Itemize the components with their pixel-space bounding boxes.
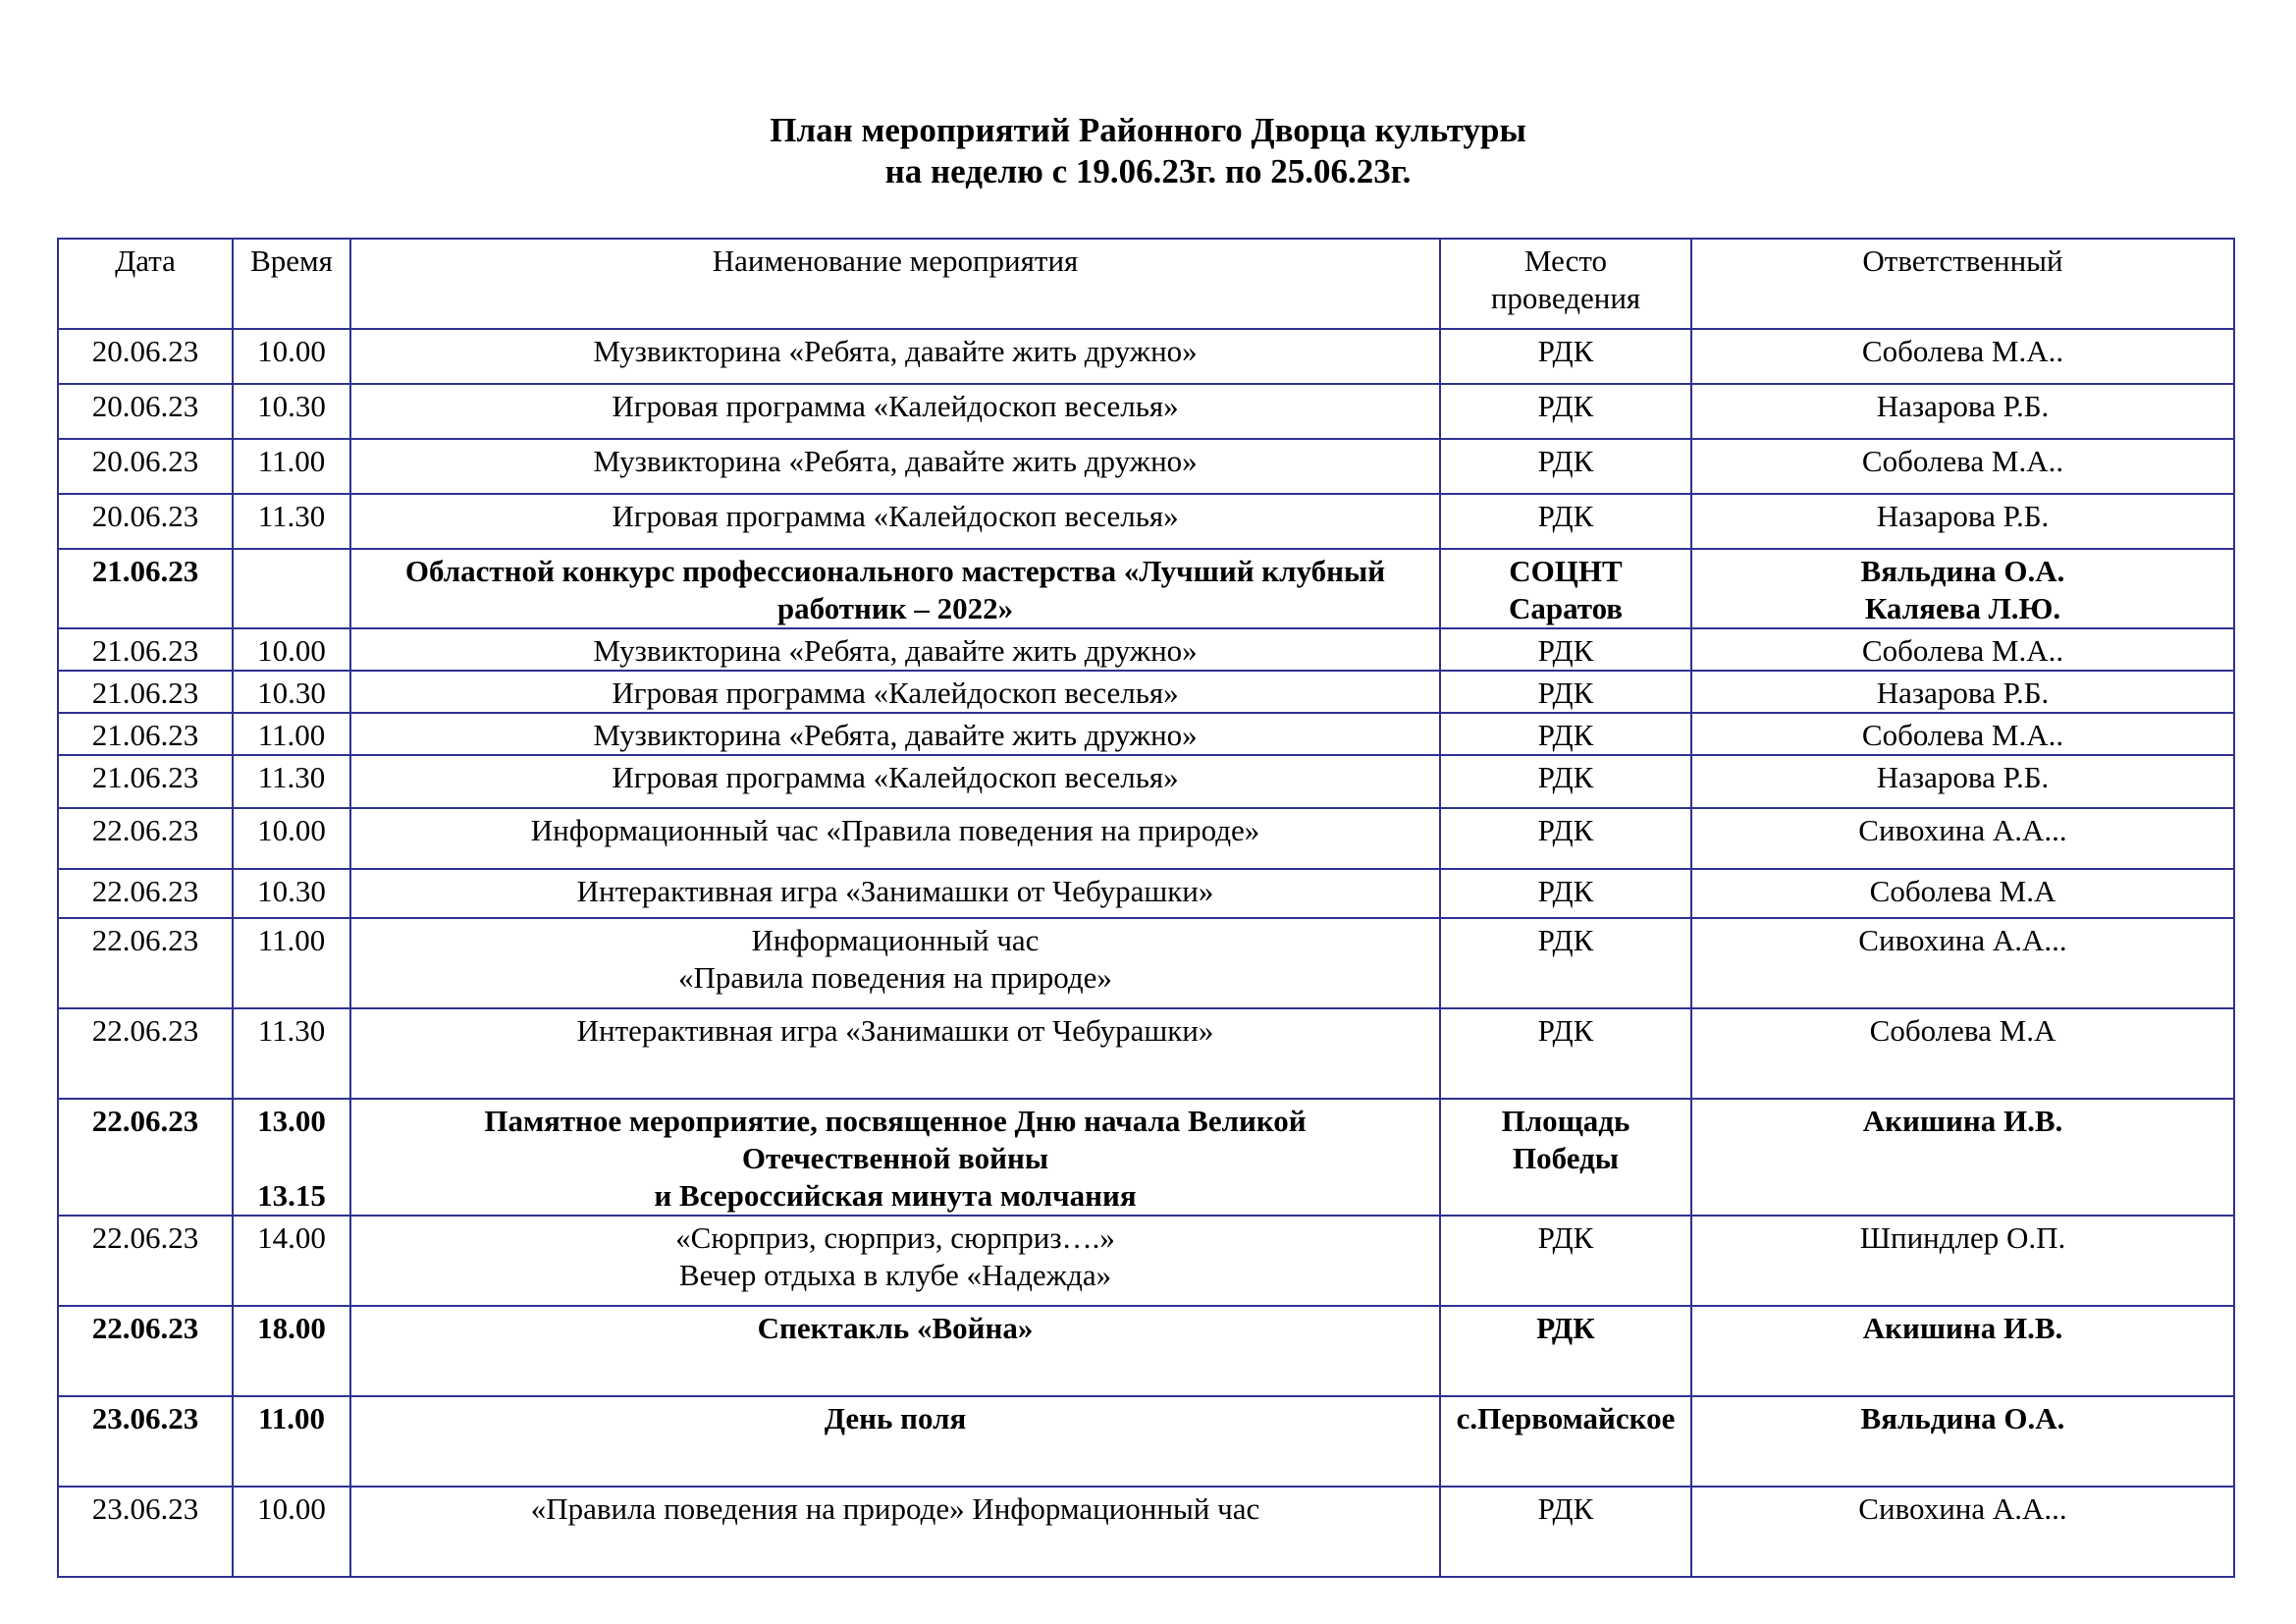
- cell-responsible-line: Каляева Л.Ю.: [1864, 591, 2061, 625]
- cell-responsible: [1691, 713, 2234, 755]
- cell-place-line: Площадь: [1501, 1104, 1630, 1138]
- cell-responsible-line: Сивохина А.А...: [1858, 923, 2067, 957]
- cell-time-line: 10.00: [257, 1491, 326, 1526]
- cell-responsible-line: Вяльдина О.А.: [1860, 1401, 2065, 1435]
- cell-responsible-line: Акишина И.В.: [1862, 1311, 2063, 1345]
- cell-place: [1440, 869, 1691, 918]
- cell-time: [233, 869, 350, 918]
- cell-place: [1440, 494, 1691, 549]
- cell-responsible: [1691, 1306, 2234, 1396]
- table-row: [58, 329, 2234, 384]
- cell-time-line: 10.30: [257, 676, 326, 710]
- cell-name-line: Игровая программа «Калейдоскоп веселья»: [612, 499, 1179, 533]
- cell-date: 23.06.23: [58, 1396, 233, 1487]
- cell-name-line: Игровая программа «Калейдоскоп веселья»: [612, 760, 1179, 794]
- cell-place-line: РДК: [1537, 1491, 1594, 1526]
- cell-name-line: Игровая программа «Калейдоскоп веселья»: [612, 389, 1179, 423]
- cell-name: [350, 671, 1440, 713]
- cell-name: [350, 1487, 1440, 1577]
- cell-time: [233, 329, 350, 384]
- cell-name: [350, 549, 1440, 628]
- cell-place-line: РДК: [1537, 923, 1594, 957]
- cell-name-line: Музвикторина «Ребята, давайте жить дружно»: [593, 444, 1198, 478]
- cell-place: [1440, 1008, 1691, 1099]
- cell-time-line: 13.00: [257, 1104, 326, 1138]
- table-row: [58, 439, 2234, 494]
- cell-responsible-line: Соболева М.А..: [1861, 444, 2064, 478]
- cell-responsible-line: Соболева М.А..: [1861, 334, 2064, 368]
- cell-date: 22.06.23: [58, 1008, 233, 1099]
- cell-name-line: Информационный час «Правила поведения на природе»: [530, 813, 1260, 847]
- cell-place: [1440, 1216, 1691, 1306]
- cell-responsible: [1691, 869, 2234, 918]
- cell-time: [233, 628, 350, 671]
- cell-responsible: [1691, 329, 2234, 384]
- cell-place: [1440, 329, 1691, 384]
- cell-place: [1440, 1396, 1691, 1487]
- cell-place: [1440, 808, 1691, 869]
- cell-place-line: РДК: [1537, 444, 1594, 478]
- cell-date: 20.06.23: [58, 329, 233, 384]
- table-row: [58, 1306, 2234, 1396]
- table-row: [58, 808, 2234, 869]
- cell-time-line: 10.00: [257, 334, 326, 368]
- cell-time-line: 10.30: [257, 389, 326, 423]
- cell-name-line: «Правила поведения на природе»: [678, 960, 1112, 995]
- cell-place: [1440, 671, 1691, 713]
- header-place: [1440, 239, 1691, 329]
- cell-name-line: Музвикторина «Ребята, давайте жить дружно»: [593, 718, 1198, 752]
- cell-place: [1440, 384, 1691, 439]
- cell-responsible-line: Акишина И.В.: [1862, 1104, 2063, 1138]
- title-line-2: на неделю с 19.06.23г. по 25.06.23г.: [884, 152, 1412, 190]
- cell-place-line: РДК: [1537, 633, 1594, 668]
- table-row: [58, 713, 2234, 755]
- cell-place-line: РДК: [1536, 1311, 1595, 1345]
- cell-place: [1440, 439, 1691, 494]
- cell-responsible: [1691, 494, 2234, 549]
- table-row: [58, 869, 2234, 918]
- cell-time-line: 11.00: [257, 444, 326, 478]
- table-row: [58, 384, 2234, 439]
- table-header-row: [58, 239, 2234, 329]
- cell-responsible-line: Соболева М.А..: [1861, 718, 2064, 752]
- cell-responsible: [1691, 918, 2234, 1008]
- cell-responsible: [1691, 1216, 2234, 1306]
- cell-place-line: Победы: [1513, 1141, 1619, 1175]
- cell-date: 22.06.23: [58, 918, 233, 1008]
- cell-date: 22.06.23: [58, 808, 233, 869]
- cell-time: [233, 671, 350, 713]
- table-row: [58, 1008, 2234, 1099]
- cell-time-line: 11.30: [257, 760, 326, 794]
- table-row: [58, 755, 2234, 808]
- cell-name: [350, 1396, 1440, 1487]
- cell-date: 23.06.23: [58, 1487, 233, 1577]
- cell-place-line: РДК: [1537, 499, 1594, 533]
- table-row: [58, 494, 2234, 549]
- cell-date: 22.06.23: [58, 1216, 233, 1306]
- table-row: [58, 1216, 2234, 1306]
- header-time: Время: [233, 239, 350, 329]
- cell-responsible-line: Шпиндлер О.П.: [1859, 1220, 2066, 1255]
- cell-time-line: [238, 1140, 346, 1177]
- cell-name: [350, 439, 1440, 494]
- cell-time-line: 18.00: [257, 1311, 326, 1345]
- cell-name: [350, 869, 1440, 918]
- cell-time: [233, 494, 350, 549]
- cell-name: [350, 329, 1440, 384]
- cell-date: 20.06.23: [58, 439, 233, 494]
- cell-place: [1440, 1099, 1691, 1216]
- cell-date: 22.06.23: [58, 1099, 233, 1216]
- cell-name-line: работник – 2022»: [776, 591, 1014, 625]
- cell-place-line: РДК: [1537, 874, 1594, 908]
- cell-date: 21.06.23: [58, 628, 233, 671]
- cell-date: 20.06.23: [58, 494, 233, 549]
- cell-responsible-line: Сивохина А.А...: [1858, 813, 2067, 847]
- cell-time: [233, 1099, 350, 1216]
- cell-name-line: Областной конкурс профессионального мастерства «Лучший клубный: [404, 554, 1386, 588]
- cell-responsible: [1691, 1396, 2234, 1487]
- cell-time: [233, 755, 350, 808]
- table-row: [58, 1099, 2234, 1216]
- cell-place: [1440, 1306, 1691, 1396]
- cell-responsible-line: Сивохина А.А...: [1858, 1491, 2067, 1526]
- cell-responsible-line: Назарова Р.Б.: [1876, 760, 2050, 794]
- cell-responsible-line: Соболева М.А: [1869, 1013, 2056, 1048]
- events-table: [57, 238, 2235, 1578]
- cell-date: 21.06.23: [58, 755, 233, 808]
- cell-time: [233, 1396, 350, 1487]
- cell-time: [233, 713, 350, 755]
- cell-name-line: Отечественной войны: [741, 1141, 1049, 1175]
- cell-date: 21.06.23: [58, 671, 233, 713]
- cell-place: [1440, 1487, 1691, 1577]
- cell-name-line: Интерактивная игра «Занимашки от Чебурашки»: [576, 1013, 1214, 1048]
- cell-time-line: 11.00: [257, 923, 326, 957]
- cell-responsible-line: Назарова Р.Б.: [1876, 389, 2050, 423]
- header-date: Дата: [58, 239, 233, 329]
- table-row: [58, 918, 2234, 1008]
- cell-name-line: Вечер отдыха в клубе «Надежда»: [678, 1258, 1112, 1292]
- cell-place: [1440, 628, 1691, 671]
- cell-date: 20.06.23: [58, 384, 233, 439]
- cell-name-line: «Правила поведения на природе» Информационный час: [530, 1491, 1260, 1526]
- cell-name: [350, 918, 1440, 1008]
- cell-responsible: [1691, 549, 2234, 628]
- cell-time-line: 14.00: [257, 1220, 326, 1255]
- cell-place-line: РДК: [1537, 1220, 1594, 1255]
- cell-name-line: Игровая программа «Калейдоскоп веселья»: [612, 676, 1179, 710]
- cell-responsible-line: Соболева М.А..: [1861, 633, 2064, 668]
- cell-time: [233, 1008, 350, 1099]
- cell-time: [233, 439, 350, 494]
- cell-responsible: [1691, 1487, 2234, 1577]
- cell-date: 21.06.23: [58, 549, 233, 628]
- header-place-line: Место: [1523, 244, 1608, 278]
- cell-place: [1440, 918, 1691, 1008]
- cell-name: [350, 713, 1440, 755]
- cell-time: [233, 918, 350, 1008]
- cell-time-line: 10.30: [257, 874, 326, 908]
- table-row: [58, 1487, 2234, 1577]
- cell-date: 22.06.23: [58, 869, 233, 918]
- cell-name: [350, 808, 1440, 869]
- cell-place-line: РДК: [1537, 676, 1594, 710]
- table-row: [58, 671, 2234, 713]
- cell-place-line: РДК: [1537, 1013, 1594, 1048]
- cell-place-line: с.Первомайское: [1456, 1401, 1676, 1435]
- cell-place: [1440, 755, 1691, 808]
- cell-responsible: [1691, 1008, 2234, 1099]
- cell-place-line: РДК: [1537, 813, 1594, 847]
- cell-time-line: 10.00: [257, 633, 326, 668]
- cell-name-line: Памятное мероприятие, посвященное Дню начала Великой: [484, 1104, 1307, 1138]
- cell-time-line: 11.30: [257, 499, 326, 533]
- cell-place-line: СОЦНТ: [1509, 554, 1623, 588]
- cell-name-line: Информационный час: [751, 923, 1040, 957]
- cell-responsible-line: Назарова Р.Б.: [1876, 676, 2050, 710]
- cell-name-line: Музвикторина «Ребята, давайте жить дружно»: [593, 633, 1198, 668]
- cell-time-line: 11.00: [257, 1401, 326, 1435]
- cell-time: [233, 384, 350, 439]
- cell-time-line: 13.15: [257, 1178, 326, 1213]
- cell-time-line: 11.30: [257, 1013, 326, 1048]
- cell-responsible: [1691, 439, 2234, 494]
- header-place-line: проведения: [1490, 281, 1641, 315]
- cell-time: [233, 808, 350, 869]
- cell-date: 22.06.23: [58, 1306, 233, 1396]
- cell-name: [350, 628, 1440, 671]
- cell-time: [233, 549, 350, 628]
- cell-responsible: [1691, 628, 2234, 671]
- table-row: [58, 549, 2234, 628]
- cell-time: [233, 1306, 350, 1396]
- cell-name: [350, 755, 1440, 808]
- cell-responsible: [1691, 808, 2234, 869]
- cell-place-line: РДК: [1537, 760, 1594, 794]
- cell-place: [1440, 549, 1691, 628]
- cell-time: [233, 1487, 350, 1577]
- cell-name-line: и Всероссийская минута молчания: [654, 1178, 1137, 1213]
- cell-place-line: РДК: [1537, 334, 1594, 368]
- table-row: [58, 1396, 2234, 1487]
- cell-time-line: [238, 553, 346, 590]
- cell-place-line: РДК: [1537, 389, 1594, 423]
- cell-responsible-line: Вяльдина О.А.: [1860, 554, 2065, 588]
- cell-name: [350, 1099, 1440, 1216]
- cell-name-line: «Сюрприз, сюрприз, сюрприз….»: [675, 1220, 1115, 1255]
- cell-place: [1440, 713, 1691, 755]
- cell-name: [350, 1306, 1440, 1396]
- cell-responsible-line: Назарова Р.Б.: [1876, 499, 2050, 533]
- cell-date: 21.06.23: [58, 713, 233, 755]
- cell-time: [233, 1216, 350, 1306]
- cell-name: [350, 1008, 1440, 1099]
- table-row: [58, 628, 2234, 671]
- cell-name-line: Спектакль «Война»: [757, 1311, 1034, 1345]
- cell-responsible-line: Соболева М.А: [1869, 874, 2056, 908]
- cell-responsible: [1691, 1099, 2234, 1216]
- cell-place-line: РДК: [1537, 718, 1594, 752]
- title-line-1: План мероприятий Районного Дворца культуры: [770, 111, 1526, 149]
- header-responsible: Ответственный: [1691, 239, 2234, 329]
- cell-responsible: [1691, 671, 2234, 713]
- header-name: Наименование мероприятия: [350, 239, 1440, 329]
- document-title: [0, 110, 2296, 192]
- cell-name: [350, 384, 1440, 439]
- table-body: [58, 329, 2234, 1577]
- cell-name-line: Музвикторина «Ребята, давайте жить дружно»: [593, 334, 1198, 368]
- cell-time-line: 10.00: [257, 813, 326, 847]
- cell-name: [350, 1216, 1440, 1306]
- cell-responsible: [1691, 384, 2234, 439]
- cell-place-line: Саратов: [1508, 591, 1624, 625]
- cell-responsible: [1691, 755, 2234, 808]
- cell-name: [350, 494, 1440, 549]
- cell-name-line: Интерактивная игра «Занимашки от Чебурашки»: [576, 874, 1214, 908]
- cell-name-line: День поля: [824, 1401, 967, 1435]
- cell-time-line: 11.00: [257, 718, 326, 752]
